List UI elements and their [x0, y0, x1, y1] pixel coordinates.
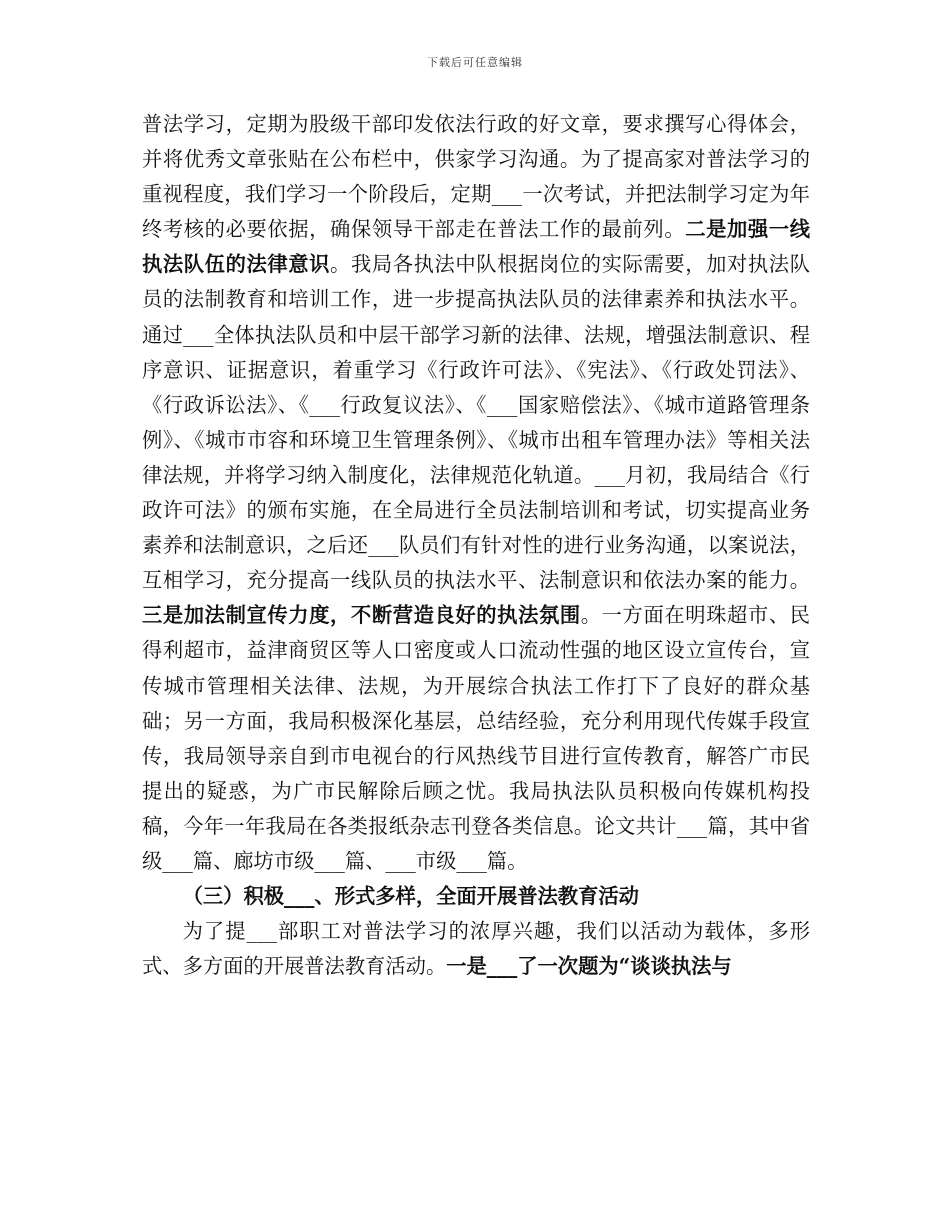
body-paragraph	[142, 914, 810, 984]
bold-heading-2: 二是加强一线执法队伍的法律意识	[142, 217, 810, 277]
bold-heading-1: 一是___了一次题为“谈谈执法与	[446, 954, 732, 979]
paragraph-text: 。一方面在明珠超市、民得利超市，益津商贸区等人口密度或人口流动性强的地区设立宣传台，宣传城市管理相关法律、法规，为开展综合执法工作打下了良好的群众基础；另一方面，我局积极深化基层，总结经验，充分利用现代传媒手段宣传，我局领导亲自到市电视台的行风热线节目进行宣传教育，解答广市民提出的疑惑，为广市民解除后顾之忧。我局执法队员积极向传媒机构投稿，今年一年我局在各类报纸杂志刊登各类信息。论文共计___篇，其中省级___篇、廊坊市级___篇、___市级___篇。	[142, 603, 810, 873]
paragraph-text: 为了提___部职工对普法学习的浓厚兴趣，我们以活动为载体，多形式、多方面的开展普法教育活动。	[142, 919, 810, 979]
paragraph-text: 普法学习，定期为股级干部印发依法行政的好文章，要求撰写心得体会，并将优秀文章张贴在公布栏中，供家学习沟通。为了提高家对普法学习的重视程度，我们学习一个阶段后，定期___一次考试，并把法制学习定为年终考核的必要依据，确保领导干部走在普法工作的最前列。	[142, 112, 810, 242]
bold-heading-3: 三是加法制宣传力度，不断营造良好的执法氛围	[142, 603, 581, 628]
section-heading: （三）积极___、形式多样，全面开展普法教育活动	[182, 884, 639, 909]
paragraph-text: 。我局各执法中队根据岗位的实际需要，加对执法队员的法制教育和培训工作，进一步提高执法队员的法律素养和执法水平。通过___全体执法队员和中层干部学习新的法律、法规，增强法制意识、程序意识、证据意识，着重学习《行政许可法》、《宪法》、《行政处罚法》、《行政诉讼法》、《___行政复议法》、《___国家赔偿法》、《城市道路管理条例》、《城市市容和环境卫生管理条例》、《城市出租车管理办法》等相关法律法规，并将学习纳入制度化，法律规范化轨道。___月初，我局结合《行政许可法》的颁布实施，在全局进行全员法制培训和考试，切实提高业务素养和法制意识，之后还___队员们有针对性的进行业务沟通，以案说法，互相学习，充分提高一线队员的执法水平、法制意识和依法办案的能力。	[142, 252, 810, 593]
body-paragraph	[142, 107, 810, 879]
page-header: 下载后可任意编辑	[427, 56, 523, 69]
document-body	[142, 107, 810, 984]
